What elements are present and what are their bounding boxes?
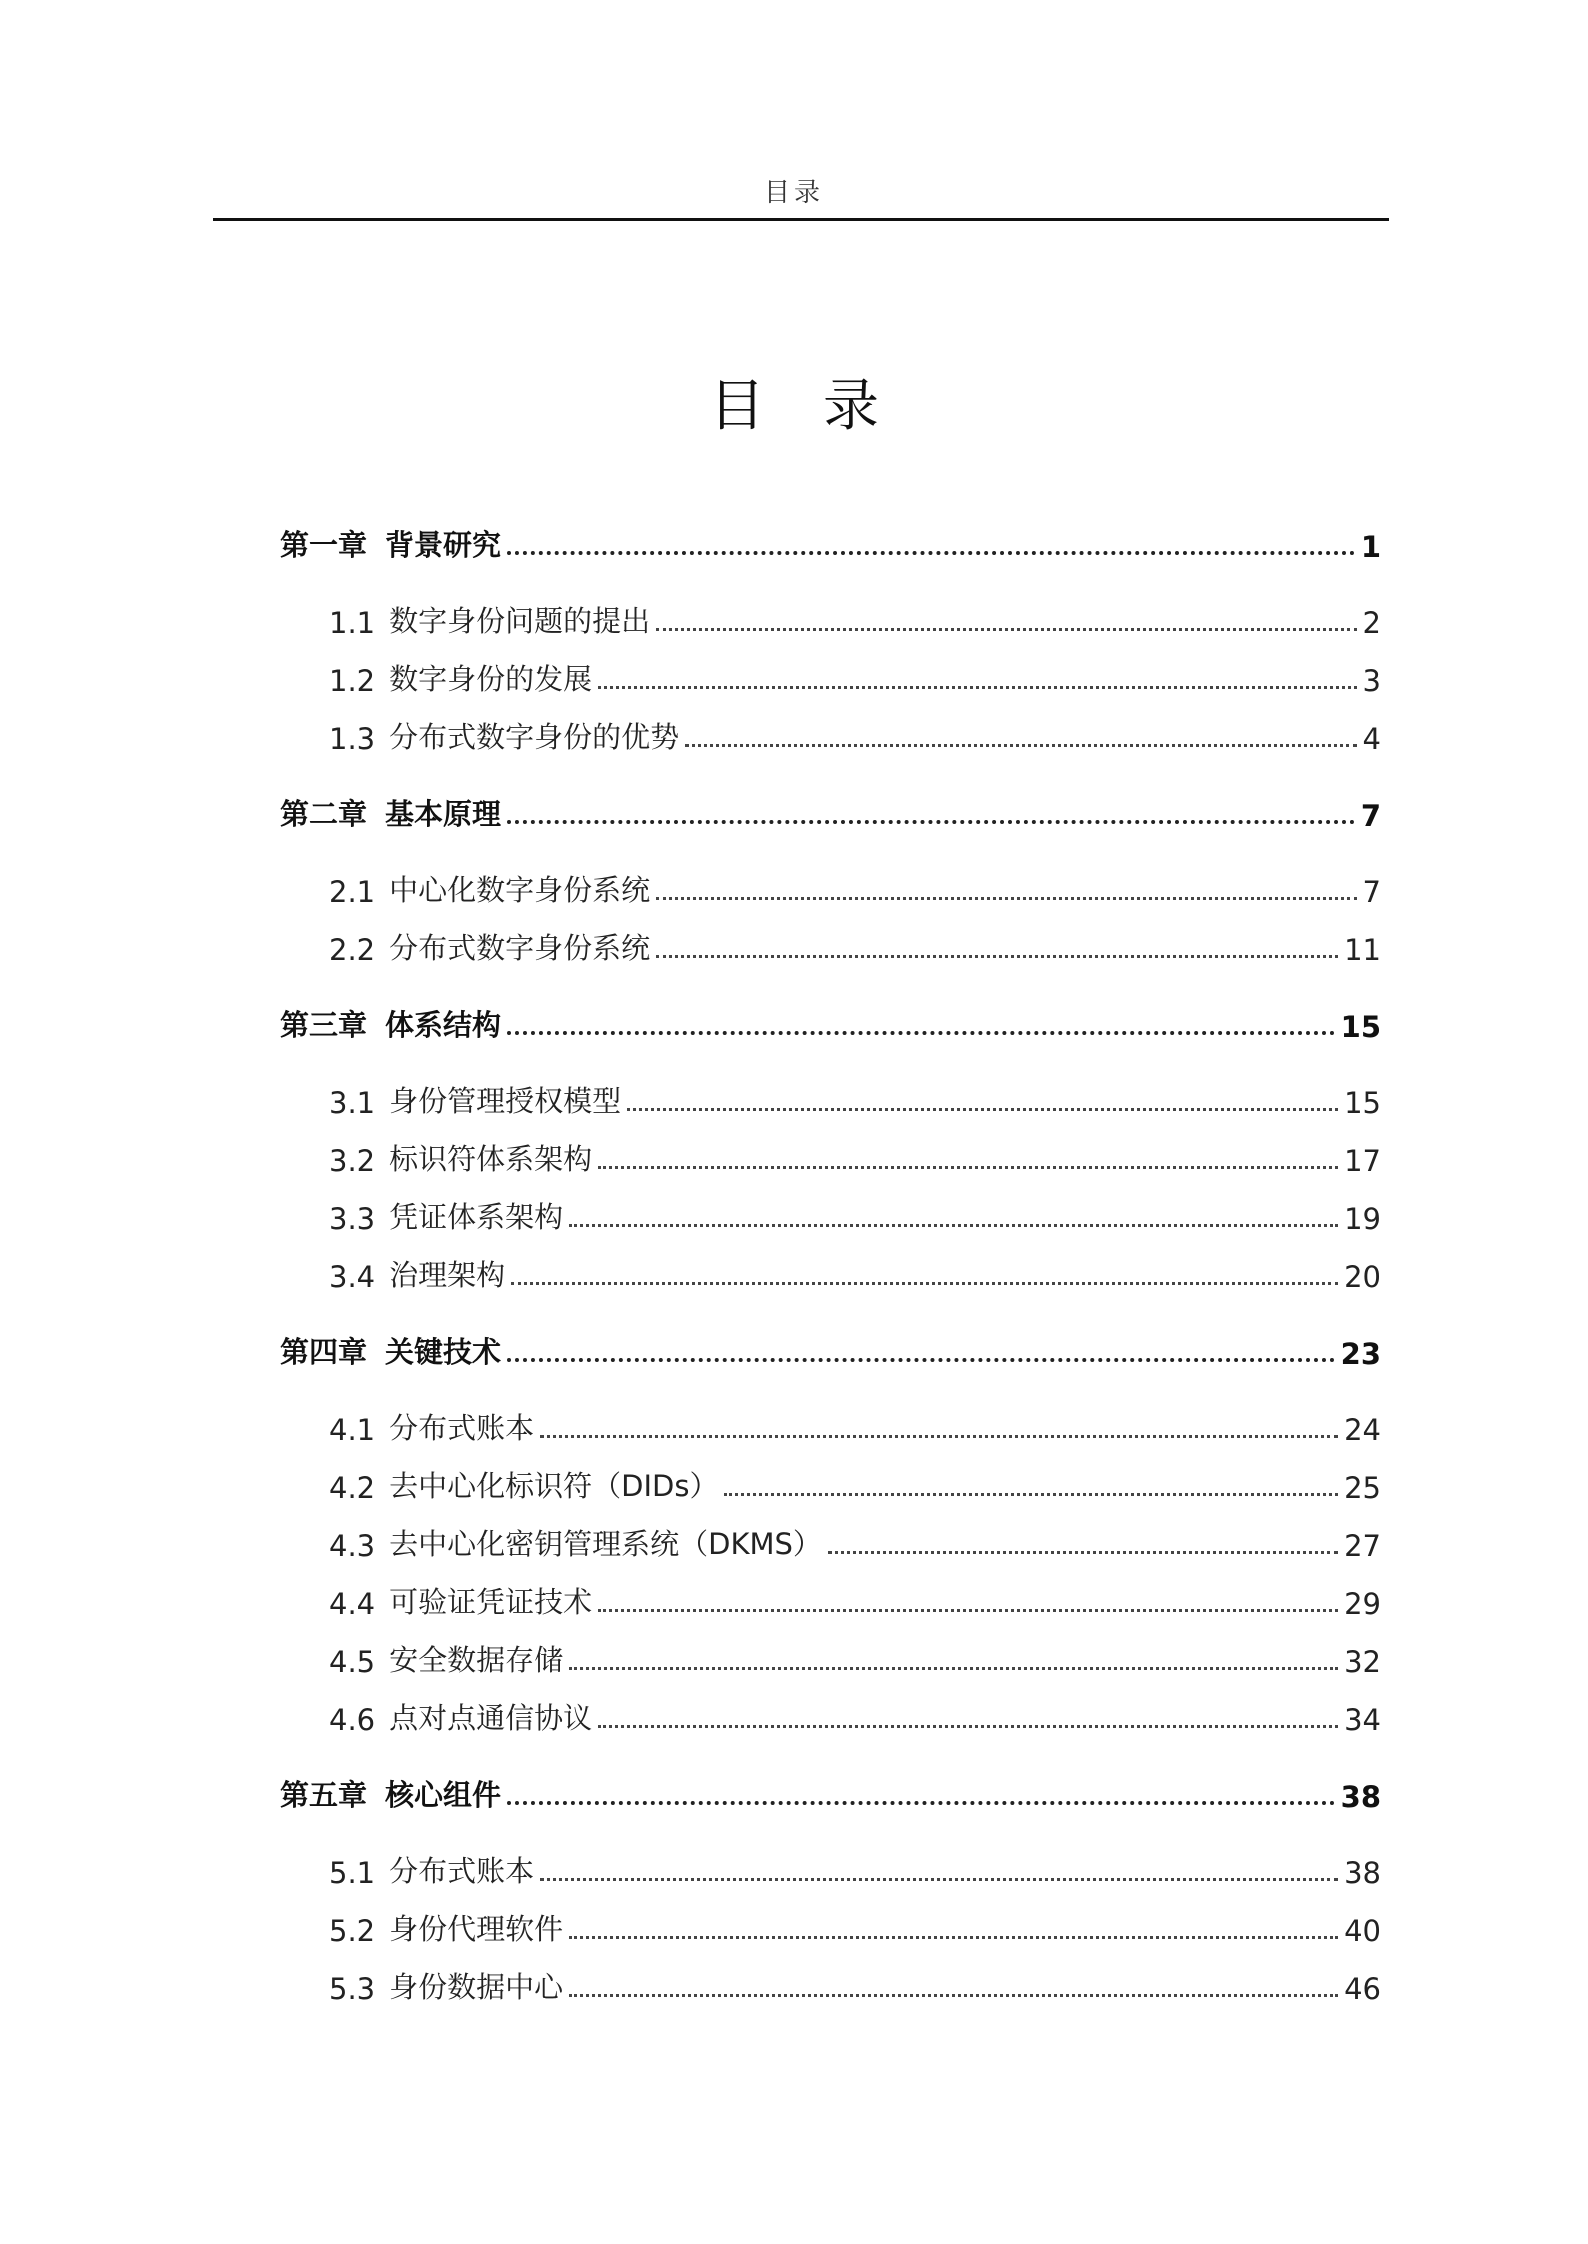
dot-leader (507, 1358, 1335, 1362)
chapter-title: 核心组件 (385, 1778, 502, 1812)
page-number: 38 (1340, 1780, 1381, 1814)
section-number: 3.2 (329, 1144, 376, 1178)
section-number: 4.3 (329, 1529, 376, 1563)
section-title: 分布式数字身份系统 (389, 931, 651, 965)
section-title: 去中心化标识符（DIDs） (389, 1469, 719, 1503)
dot-leader (656, 897, 1356, 900)
dot-leader (569, 1224, 1338, 1227)
toc-chapter-entry[interactable] (280, 1004, 1381, 1044)
page-number: 4 (1362, 722, 1381, 756)
section-number: 1.1 (329, 606, 376, 640)
page-number: 40 (1344, 1914, 1381, 1948)
page-number: 32 (1344, 1645, 1381, 1679)
toc-section-entry[interactable] (329, 1254, 1381, 1294)
toc-section-entry[interactable] (329, 1639, 1381, 1679)
page-number: 38 (1344, 1856, 1381, 1890)
toc-section-entry[interactable] (329, 1966, 1381, 2006)
page-number: 34 (1344, 1703, 1381, 1737)
dot-leader (540, 1435, 1338, 1438)
toc-section-entry[interactable] (329, 658, 1381, 698)
section-number: 4.4 (329, 1587, 376, 1621)
section-title: 身份代理软件 (389, 1912, 564, 1946)
dot-leader (507, 1031, 1335, 1035)
page-number: 11 (1344, 933, 1381, 967)
page-number: 1 (1360, 530, 1381, 564)
dot-leader (507, 551, 1355, 555)
toc-section-entry[interactable] (329, 1523, 1381, 1563)
section-number: 5.3 (329, 1972, 376, 2006)
section-title: 身份管理授权模型 (389, 1084, 622, 1118)
section-number: 4.1 (329, 1413, 376, 1447)
chapter-number: 第二章 (280, 797, 368, 831)
dot-leader (598, 1166, 1338, 1169)
dot-leader (598, 686, 1356, 689)
section-title: 点对点通信协议 (389, 1701, 593, 1735)
toc-section-entry[interactable] (329, 1908, 1381, 1948)
section-number: 2.2 (329, 933, 376, 967)
section-number: 2.1 (329, 875, 376, 909)
section-number: 3.1 (329, 1086, 376, 1120)
toc-chapter-entry[interactable] (280, 524, 1381, 564)
dot-leader (656, 628, 1356, 631)
section-title: 标识符体系架构 (389, 1142, 593, 1176)
toc-section-entry[interactable] (329, 1407, 1381, 1447)
section-number: 4.5 (329, 1645, 376, 1679)
section-title: 可验证凭证技术 (389, 1585, 593, 1619)
section-title: 去中心化密钥管理系统（DKMS） (389, 1527, 822, 1561)
section-title: 分布式数字身份的优势 (389, 720, 680, 754)
page-number: 7 (1360, 799, 1381, 833)
section-title: 数字身份问题的提出 (389, 604, 651, 638)
section-title: 中心化数字身份系统 (389, 873, 651, 907)
section-title: 安全数据存储 (389, 1643, 564, 1677)
dot-leader (724, 1493, 1338, 1496)
dot-leader (507, 1801, 1335, 1805)
section-number: 1.2 (329, 664, 376, 698)
page-number: 23 (1340, 1337, 1381, 1371)
header-rule (213, 218, 1389, 221)
section-number: 3.3 (329, 1202, 376, 1236)
dot-leader (828, 1551, 1338, 1554)
toc-section-entry[interactable] (329, 869, 1381, 909)
page-number: 17 (1344, 1144, 1381, 1178)
section-title: 分布式账本 (389, 1411, 535, 1445)
page-number: 29 (1344, 1587, 1381, 1621)
dot-leader (569, 1994, 1338, 1997)
dot-leader (540, 1878, 1338, 1881)
section-number: 5.2 (329, 1914, 376, 1948)
section-title: 身份数据中心 (389, 1970, 564, 2004)
toc-title: 目录 (709, 374, 937, 439)
toc-section-entry[interactable] (329, 1581, 1381, 1621)
toc-section-entry[interactable] (329, 1138, 1381, 1178)
page-number: 46 (1344, 1972, 1381, 2006)
chapter-title: 背景研究 (385, 528, 502, 562)
page-number: 3 (1362, 664, 1381, 698)
dot-leader (656, 955, 1338, 958)
chapter-number: 第三章 (280, 1008, 368, 1042)
section-number: 4.6 (329, 1703, 376, 1737)
section-title: 凭证体系架构 (389, 1200, 564, 1234)
section-title: 分布式账本 (389, 1854, 535, 1888)
page-number: 15 (1340, 1010, 1381, 1044)
toc-chapter-entry[interactable] (280, 1774, 1381, 1814)
section-title: 数字身份的发展 (389, 662, 593, 696)
dot-leader (511, 1282, 1338, 1285)
running-header: 目录 (763, 178, 824, 208)
dot-leader (507, 820, 1355, 824)
toc-section-entry[interactable] (329, 1465, 1381, 1505)
chapter-number: 第四章 (280, 1335, 368, 1369)
section-number: 5.1 (329, 1856, 376, 1890)
toc-section-entry[interactable] (329, 1080, 1381, 1120)
dot-leader (598, 1725, 1338, 1728)
page-number: 7 (1362, 875, 1381, 909)
page-number: 25 (1344, 1471, 1381, 1505)
dot-leader (685, 744, 1356, 747)
chapter-title: 基本原理 (385, 797, 502, 831)
toc-section-entry[interactable] (329, 927, 1381, 967)
page-number: 20 (1344, 1260, 1381, 1294)
toc-chapter-entry[interactable] (280, 793, 1381, 833)
toc-section-entry[interactable] (329, 1196, 1381, 1236)
dot-leader (569, 1936, 1338, 1939)
chapter-number: 第五章 (280, 1778, 368, 1812)
section-title: 治理架构 (389, 1258, 506, 1292)
page-number: 15 (1344, 1086, 1381, 1120)
toc-section-entry[interactable] (329, 716, 1381, 756)
dot-leader (627, 1108, 1338, 1111)
dot-leader (598, 1609, 1338, 1612)
toc-section-entry[interactable] (329, 1697, 1381, 1737)
section-number: 1.3 (329, 722, 376, 756)
page-number: 19 (1344, 1202, 1381, 1236)
page-number: 24 (1344, 1413, 1381, 1447)
dot-leader (569, 1667, 1338, 1670)
toc-chapter-entry[interactable] (280, 1331, 1381, 1371)
chapter-title: 体系结构 (385, 1008, 502, 1042)
section-number: 4.2 (329, 1471, 376, 1505)
chapter-number: 第一章 (280, 528, 368, 562)
toc-section-entry[interactable] (329, 1850, 1381, 1890)
page-number: 2 (1362, 606, 1381, 640)
toc-section-entry[interactable] (329, 600, 1381, 640)
page-number: 27 (1344, 1529, 1381, 1563)
section-number: 3.4 (329, 1260, 376, 1294)
chapter-title: 关键技术 (385, 1335, 502, 1369)
